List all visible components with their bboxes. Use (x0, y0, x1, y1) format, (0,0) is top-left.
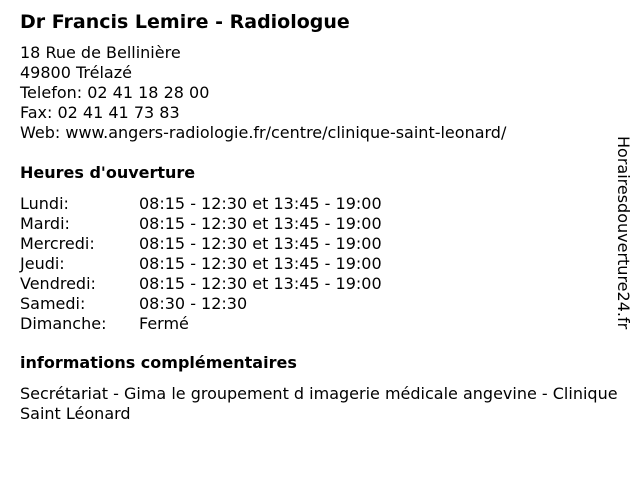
hours-time: 08:15 - 12:30 et 13:45 - 19:00 (139, 234, 382, 253)
website-url: Web: www.angers-radiologie.fr/centre/clinique-saint-leonard/ (20, 123, 507, 142)
address-block (20, 43, 506, 143)
phone-number: Telefon: 02 41 18 28 00 (20, 83, 210, 102)
page-title: Dr Francis Lemire - Radiologue (20, 11, 350, 33)
hours-time: 08:15 - 12:30 et 13:45 - 19:00 (139, 194, 382, 213)
hours-time: 08:30 - 12:30 (139, 294, 248, 313)
hours-time: Fermé (139, 314, 189, 333)
fax-number: Fax: 02 41 41 73 83 (20, 103, 180, 122)
site-watermark: Horairesdouverture24.fr (614, 136, 633, 330)
hours-day: Samedi: (20, 294, 86, 313)
hours-day: Mardi: (20, 214, 70, 233)
info-text: Secrétariat - Gima le groupement d imagerie médicale angevine - Clinique Saint Léonard (20, 384, 618, 423)
hours-day: Mercredi: (20, 234, 95, 253)
hours-day: Dimanche: (20, 314, 107, 333)
address-street: 18 Rue de Bellinière (20, 43, 181, 62)
hours-time: 08:15 - 12:30 et 13:45 - 19:00 (139, 254, 382, 273)
hours-day: Vendredi: (20, 274, 96, 293)
hours-heading: Heures d'ouverture (20, 163, 196, 182)
hours-day: Lundi: (20, 194, 69, 213)
hours-time: 08:15 - 12:30 et 13:45 - 19:00 (139, 274, 382, 293)
address-city: 49800 Trélazé (20, 63, 132, 82)
hours-time: 08:15 - 12:30 et 13:45 - 19:00 (139, 214, 382, 233)
hours-day: Jeudi: (20, 254, 65, 273)
info-heading: informations complémentaires (20, 353, 297, 372)
